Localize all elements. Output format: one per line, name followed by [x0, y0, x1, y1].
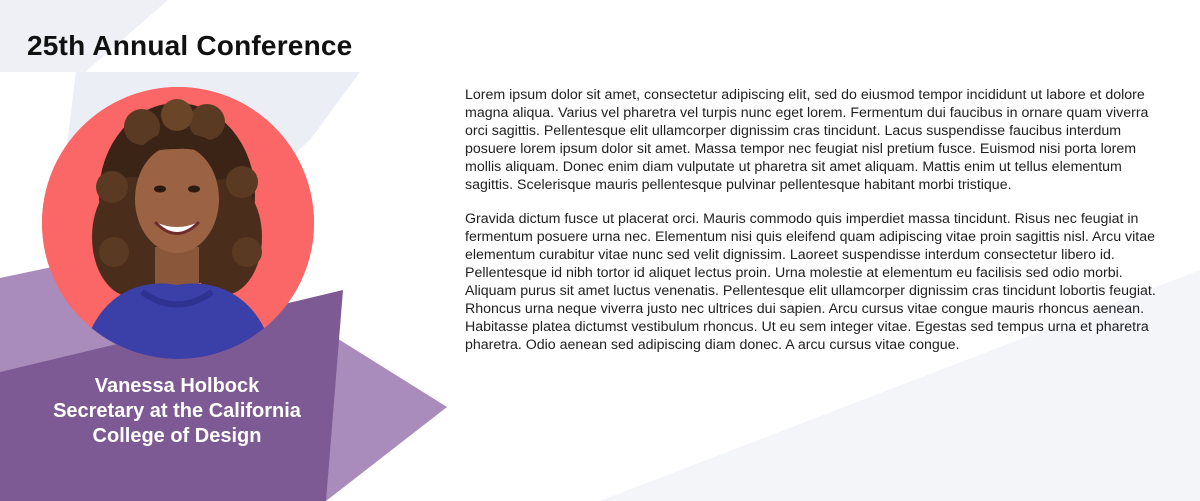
speaker-caption — [0, 374, 354, 449]
conference-title: 25th Annual Conference — [27, 30, 353, 61]
speaker-photo — [42, 87, 314, 359]
speaker-name: Vanessa Holbock — [94, 375, 260, 397]
speaker-bio — [465, 86, 1173, 370]
speaker-role-line-1: Secretary at the California — [53, 400, 301, 422]
speaker-portrait-illustration — [42, 87, 314, 359]
bio-paragraph-1: Lorem ipsum dolor sit amet, consectetur adipiscing elit, sed do eiusmod tempor incididunt ut labore et dolore magna aliqua. Varius vel pharetra vel turpis nunc eget lorem. Fermentum dui faucibus in ornare quam viverra orci sagittis. Pellentesque elit ullamcorper dignissim cras tincidunt. Lacus suspendisse faucibus interdum posuere lorem ipsum dolor sit amet. Massa tempor nec feugiat nisl pretium fusce. Euismod nisi porta lorem mollis aliquam. Donec enim diam vulputate ut pharetra sit amet aliquam. Mattis enim ut tellus elementum sagittis. Scelerisque mauris pellentesque pulvinar pellentesque habitant morbi tristique. — [465, 87, 1149, 193]
bio-paragraph-2: Gravida dictum fusce ut placerat orci. Mauris commodo quis imperdiet massa tincidunt. Risus nec feugiat in fermentum posuere urna nec. Elementum nisi quis eleifend quam adipiscing vitae proin sagittis nisl. Arcu vitae elementum curabitur vitae nunc sed velit dignissim. Laoreet suspendisse interdum consectetur libero id. Pellentesque id nibh tortor id aliquet lectus proin. Urna molestie at elementum eu facilisis sed odio morbi. Aliquam purus sit amet luctus venenatis. Pellentesque elit ullamcorper dignissim cras tincidunt lobortis feugiat. Rhoncus urna neque viverra justo nec ultrices dui sapien. Arcu cursus vitae congue mauris rhoncus aenean. Habitasse platea dictumst vestibulum rhoncus. Ut eu sem integer vitae. Egestas sed tempus urna et pharetra pharetra. Odio aenean sed adipiscing diam donec. A arcu cursus vitae congue. — [465, 211, 1156, 353]
speaker-role-line-2: College of Design — [92, 425, 262, 447]
